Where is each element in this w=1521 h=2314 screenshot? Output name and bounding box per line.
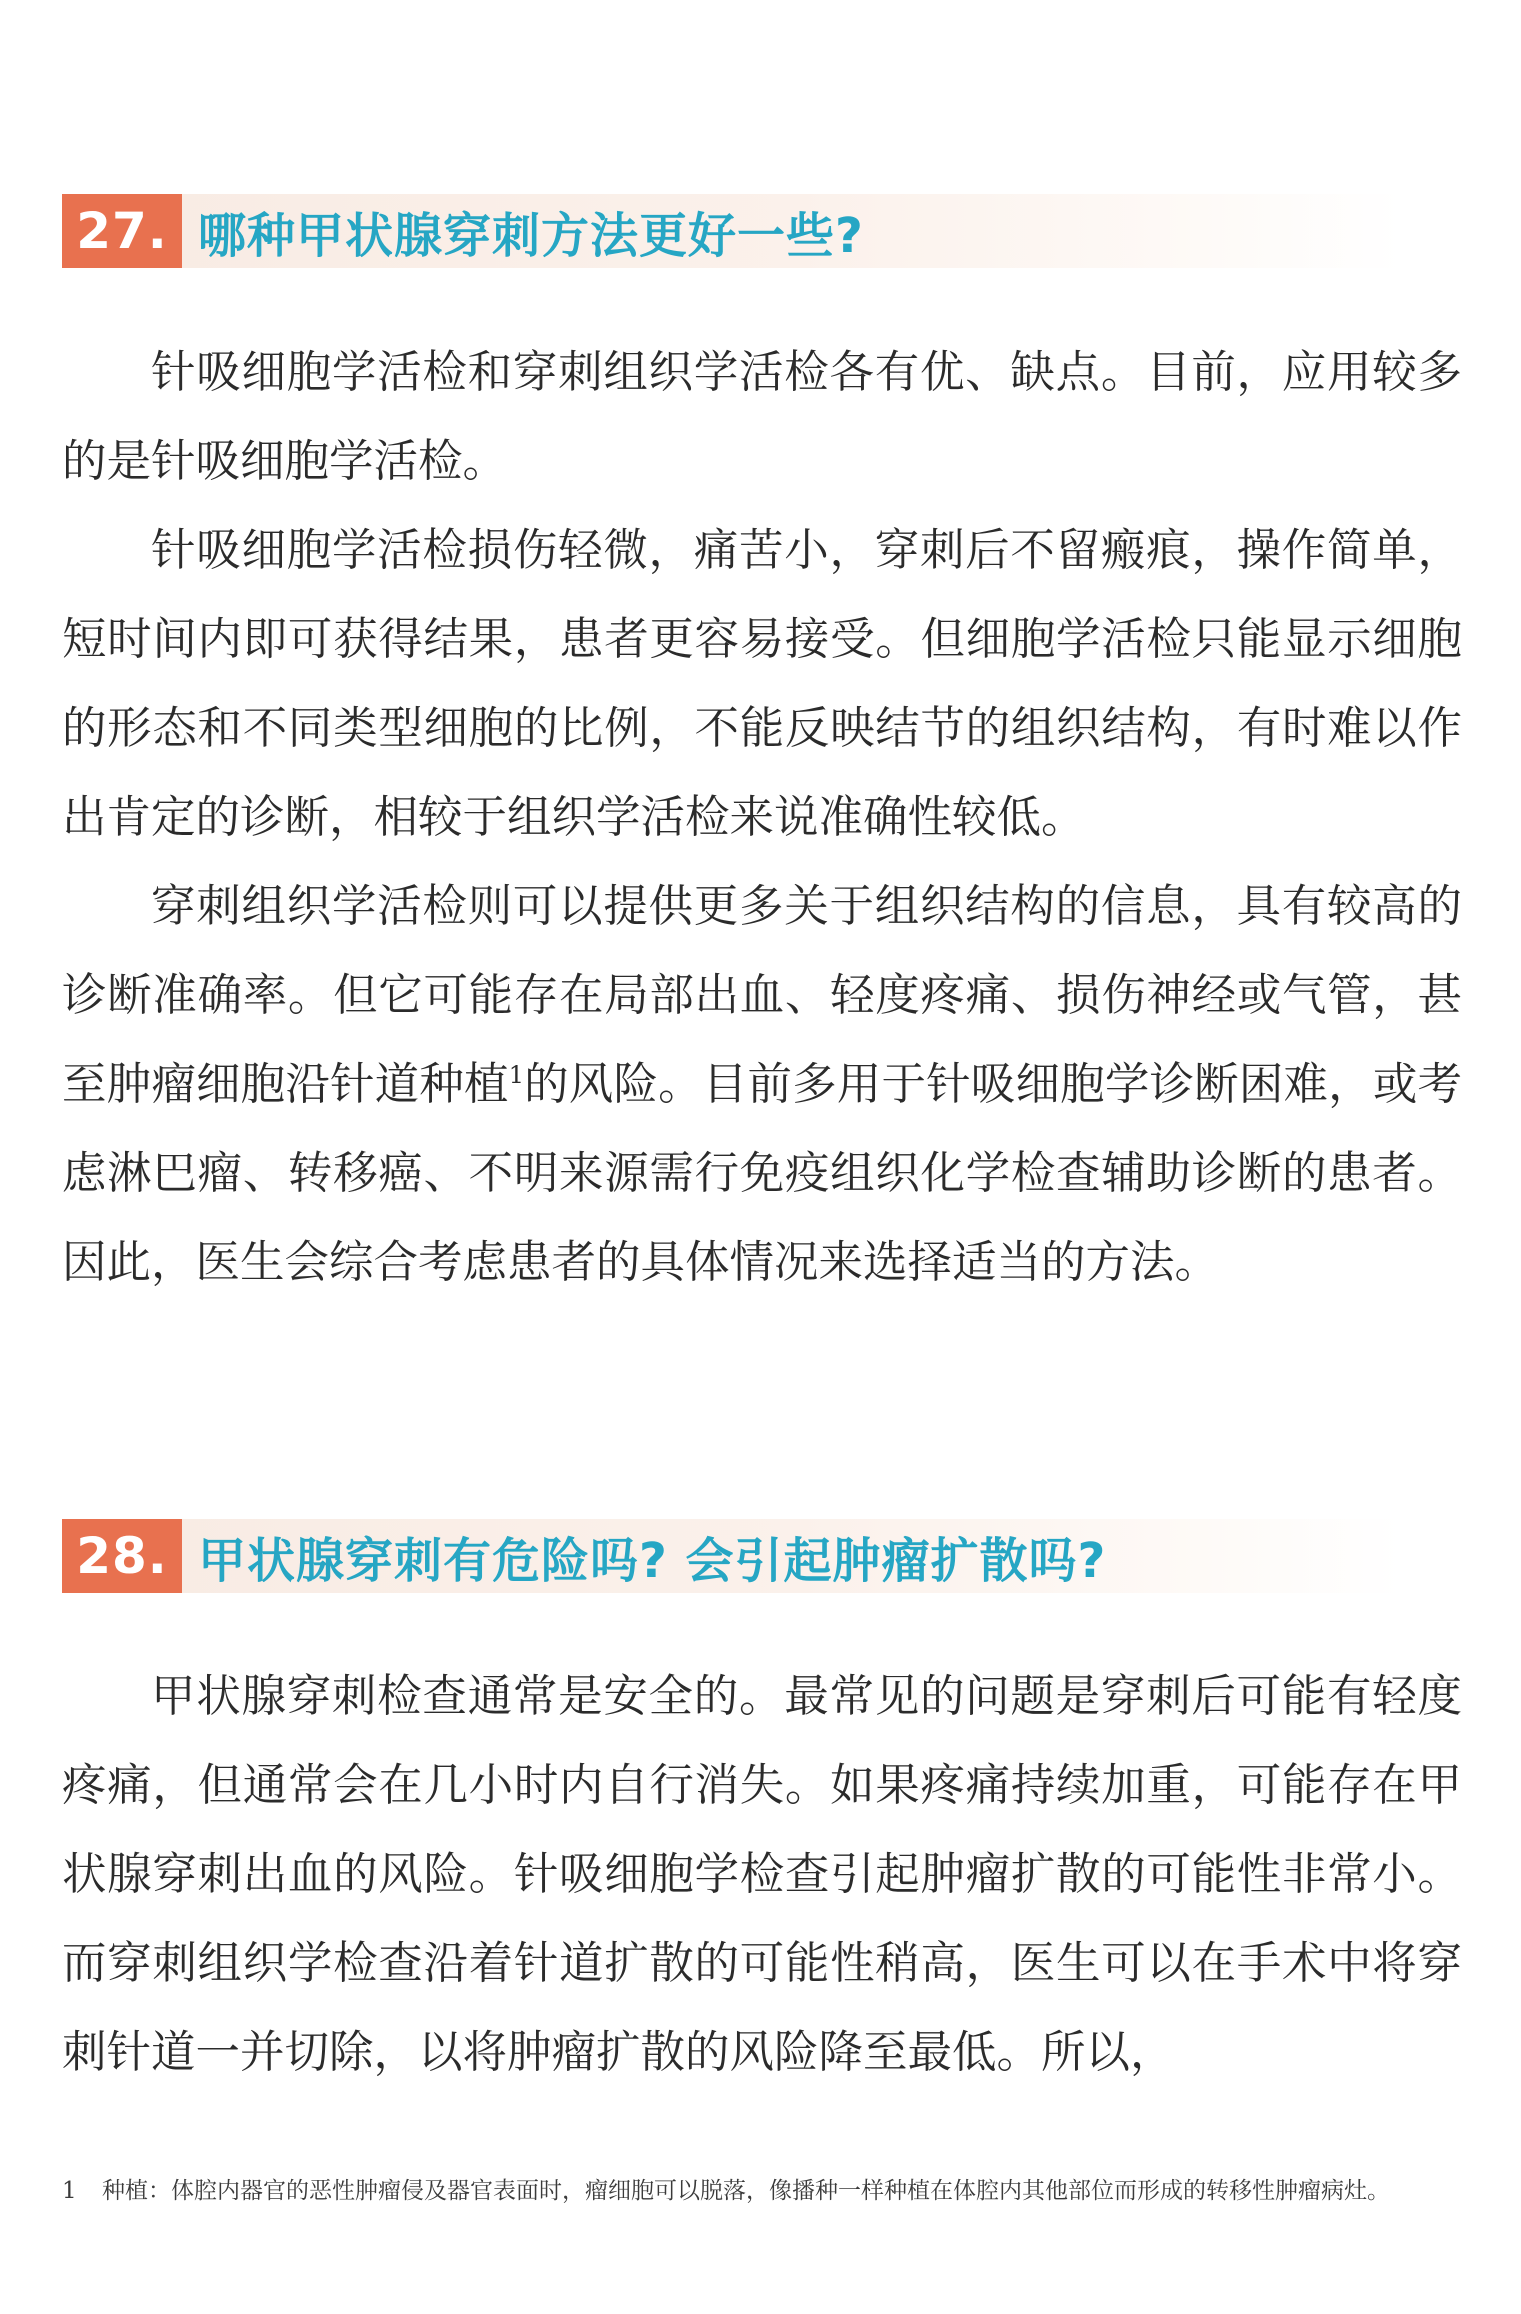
section-27-header [62,194,1402,268]
section-27-number: 27. [62,194,182,268]
paragraph-3-text-before: 穿刺组织学活检则可以提供更多关于组织结构的信息，具有较高的诊断准确率。但它可能存在局部出血、轻度疼痛、损伤神经或气管，甚至肿瘤细胞沿针道种植 [62,881,1462,1110]
paragraph-3-text-after: 的风险。目前多用于针吸细胞学诊断困难，或考虑淋巴瘤、转移癌、不明来源需行免疫组织化学检查辅助诊断的患者。因此，医生会综合考虑患者的具体情况来选择适当的方法。 [62,1059,1462,1288]
section-27-paragraph-1: 针吸细胞学活检和穿刺组织学活检各有优、缺点。目前，应用较多的是针吸细胞学活检。 [62,347,1462,487]
section-27-paragraph-2: 针吸细胞学活检损伤轻微，痛苦小，穿刺后不留瘢痕，操作简单，短时间内即可获得结果，患者更容易接受。但细胞学活检只能显示细胞的形态和不同类型细胞的比例，不能反映结节的组织结构，有时难以作出肯定的诊断，相较于组织学活检来说准确性较低。 [62,525,1462,843]
section-28-paragraph: 甲状腺穿刺检查通常是安全的。最常见的问题是穿刺后可能有轻度疼痛，但通常会在几小时内自行消失。如果疼痛持续加重，可能存在甲状腺穿刺出血的风险。针吸细胞学检查引起肿瘤扩散的可能性非常小。而穿刺组织学检查沿着针道扩散的可能性稍高，医生可以在手术中将穿刺针道一并切除，以将肿瘤扩散的风险降至最低。所以， [62,1671,1462,2078]
footnote [62,2168,1462,2214]
section-27-title: 哪种甲状腺穿刺方法更好一些? [198,207,864,264]
footnote-text: 种植：体腔内器官的恶性肿瘤侵及器官表面时，瘤细胞可以脱落，像播种一样种植在体腔内其他部位而形成的转移性肿瘤病灶。 [102,2178,1390,2204]
footnote-number: 1 [62,2178,77,2204]
footnote-marker: 1 [508,1061,524,1090]
section-28-title: 甲状腺穿刺有危险吗? 会引起肿瘤扩散吗? [198,1532,1107,1589]
section-28-header [62,1519,1402,1593]
section-27-paragraph-3 [62,862,1462,1307]
section-28-number: 28. [62,1519,182,1593]
